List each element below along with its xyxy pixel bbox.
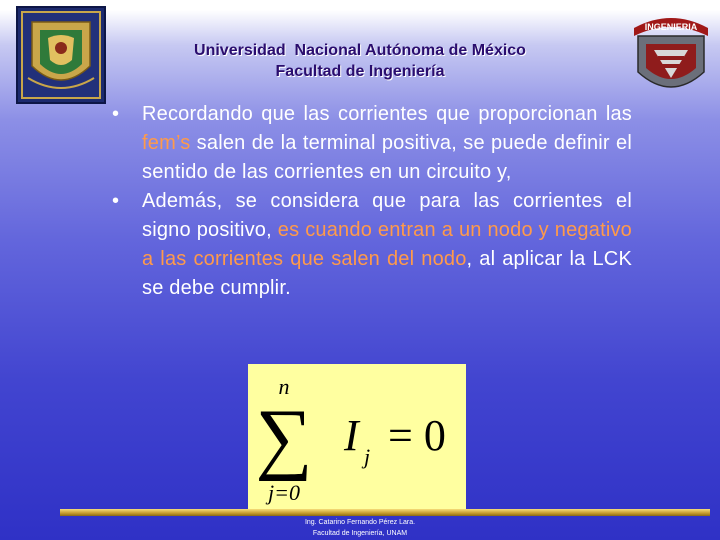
bullet-text — [142, 100, 632, 187]
bullet-text-part: , al aplicar la LCK se debe cumplir. — [142, 248, 632, 299]
bullet-text-highlight: fem’s — [142, 132, 191, 154]
formula-upper-limit: n — [278, 374, 290, 399]
formula-rhs: = 0 — [388, 411, 446, 460]
bullet-list — [112, 100, 632, 303]
header-line-university: Universidad Nacional Autónoma de México — [194, 42, 526, 59]
formula-sigma: ∑ — [255, 394, 313, 482]
footer-credit — [250, 517, 470, 539]
ingenieria-seal-icon — [628, 6, 714, 100]
bullet-marker: • — [112, 190, 120, 212]
footer-author: Ing. Catarino Fernando Pérez Lara. — [304, 519, 416, 526]
bullet-text-part: Recordando que las corrientes que proporcionan las — [142, 103, 632, 125]
footer-faculty: Facultad de Ingeniería, UNAM — [312, 530, 408, 537]
bullet-text-part: salen de la terminal positiva, se puede definir el sentido de las corrientes en un circuito y, — [142, 132, 632, 183]
bullet-item — [112, 100, 632, 187]
formula-subscript: j — [364, 444, 371, 469]
formula-term: I — [344, 411, 359, 460]
formula-box — [248, 364, 466, 514]
bullet-item — [112, 187, 632, 303]
bullet-marker: • — [112, 103, 120, 125]
footer-divider-bar — [60, 509, 710, 516]
header-line-faculty: Facultad de Ingeniería — [275, 63, 445, 80]
formula-lower-limit: j=0 — [268, 480, 300, 505]
unam-seal-icon — [16, 6, 106, 104]
bullet-text-part: Además, se considera que para las corrientes el signo positivo, — [142, 190, 632, 241]
header-title — [110, 40, 610, 82]
bullet-text — [142, 187, 632, 303]
bullet-text-highlight: es cuando entran a un nodo y negativo a las corrientes que salen del nodo — [142, 219, 632, 270]
ingenieria-seal-text: INGENIERIA — [644, 22, 698, 32]
